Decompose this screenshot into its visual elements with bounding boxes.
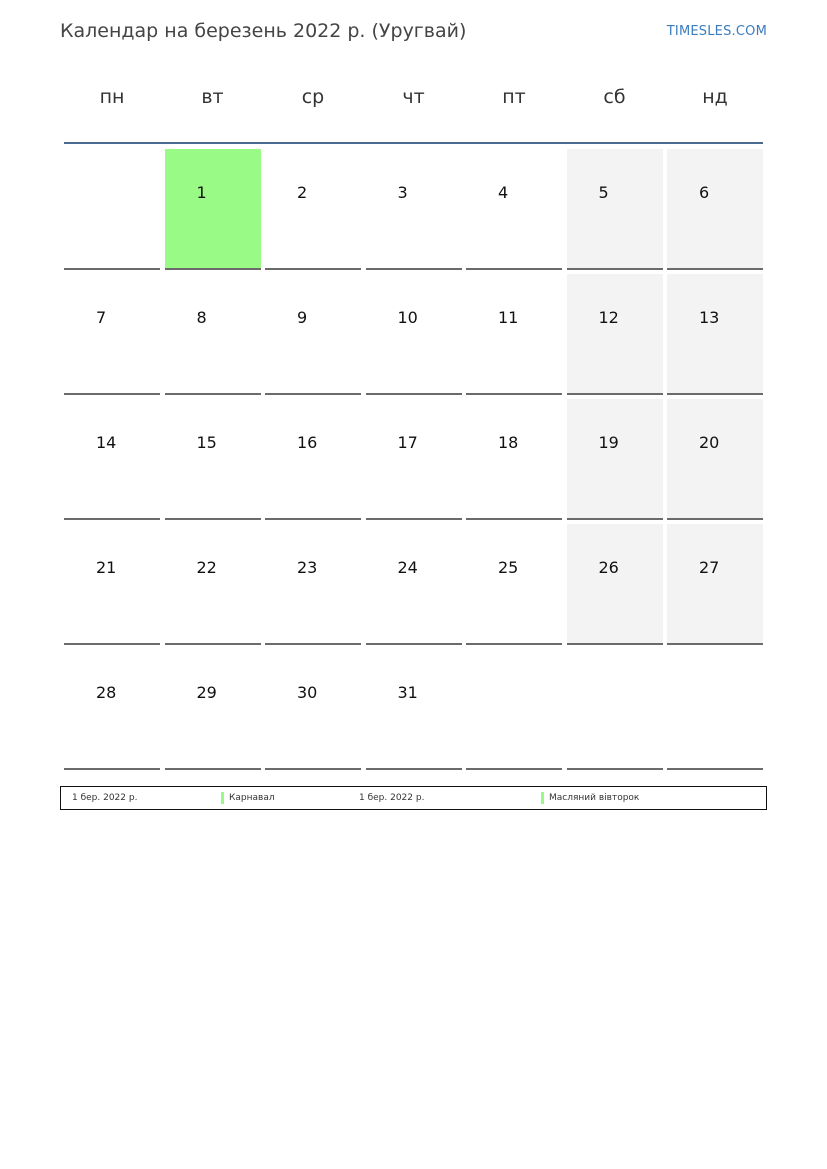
day-number: 26 (598, 558, 619, 577)
day-number: 23 (297, 558, 318, 577)
calendar-day-cell (64, 649, 160, 770)
day-number: 9 (297, 308, 308, 327)
weekday-sun: нд (702, 86, 728, 108)
weekday-sat: сб (603, 86, 626, 108)
calendar-day-cell (466, 274, 562, 395)
day-number: 31 (397, 683, 418, 702)
day-number: 5 (598, 183, 609, 202)
calendar-day-cell (366, 399, 462, 520)
day-number: 27 (699, 558, 720, 577)
calendar-day-cell (366, 149, 462, 270)
holiday-legend (60, 786, 767, 810)
calendar-day-cell (265, 524, 361, 645)
day-number: 24 (397, 558, 418, 577)
day-number: 19 (598, 433, 619, 452)
calendar-day-cell (165, 524, 261, 645)
calendar-day-cell (567, 149, 663, 270)
day-number: 25 (498, 558, 519, 577)
day-number: 12 (598, 308, 619, 327)
weekday-mon: пн (99, 86, 125, 108)
day-number: 18 (498, 433, 519, 452)
calendar-day-cell (567, 274, 663, 395)
day-number: 8 (196, 308, 207, 327)
weekday-thu: чт (402, 86, 425, 108)
calendar-day-cell (466, 399, 562, 520)
day-number: 29 (196, 683, 217, 702)
calendar-day-cell (667, 149, 763, 270)
day-number: 7 (96, 308, 107, 327)
weekday-wed: ср (301, 86, 325, 108)
weekday-fri: пт (502, 86, 526, 108)
day-number: 30 (297, 683, 318, 702)
calendar-day-cell (466, 149, 562, 270)
legend-color-mark (541, 792, 544, 804)
day-number: 11 (498, 308, 519, 327)
calendar-day-cell (165, 649, 261, 770)
day-number: 13 (699, 308, 720, 327)
legend-holiday-name: Карнавал (229, 793, 275, 803)
calendar-day-cell (265, 399, 361, 520)
day-number: 3 (397, 183, 408, 202)
calendar-day-cell (567, 399, 663, 520)
legend-date: 1 бер. 2022 р. (72, 793, 138, 803)
calendar-empty-cell (64, 149, 160, 270)
calendar-day-cell (165, 274, 261, 395)
legend-holiday-name: Масляний вівторок (549, 793, 640, 803)
calendar-day-cell (567, 524, 663, 645)
calendar-empty-cell (667, 649, 763, 770)
day-number: 1 (196, 183, 207, 202)
day-number: 4 (498, 183, 509, 202)
calendar-day-cell (366, 274, 462, 395)
calendar-day-cell (667, 274, 763, 395)
calendar-empty-cell (567, 649, 663, 770)
calendar-day-cell (64, 274, 160, 395)
calendar-day-cell (165, 399, 261, 520)
calendar-day-cell (265, 649, 361, 770)
legend-color-mark (221, 792, 224, 804)
day-number: 17 (397, 433, 418, 452)
calendar-empty-cell (466, 649, 562, 770)
day-number: 28 (96, 683, 117, 702)
weekday-tue: вт (201, 86, 224, 108)
calendar-day-cell (265, 149, 361, 270)
calendar-day-cell (165, 149, 261, 270)
day-number: 22 (196, 558, 217, 577)
calendar-day-cell (667, 524, 763, 645)
day-number: 6 (699, 183, 710, 202)
calendar-day-cell (366, 524, 462, 645)
site-link[interactable]: TIMESLES.COM (666, 24, 767, 39)
day-number: 2 (297, 183, 308, 202)
legend-date: 1 бер. 2022 р. (359, 793, 425, 803)
calendar-day-cell (265, 274, 361, 395)
day-number: 20 (699, 433, 720, 452)
calendar-day-cell (366, 649, 462, 770)
calendar-day-cell (466, 524, 562, 645)
day-number: 10 (397, 308, 418, 327)
calendar-day-cell (64, 399, 160, 520)
calendar-day-cell (667, 399, 763, 520)
day-number: 16 (297, 433, 318, 452)
day-number: 21 (96, 558, 117, 577)
page-title: Календар на березень 2022 р. (Уругвай) (60, 20, 467, 42)
day-number: 14 (96, 433, 117, 452)
day-number: 15 (196, 433, 217, 452)
calendar-day-cell (64, 524, 160, 645)
